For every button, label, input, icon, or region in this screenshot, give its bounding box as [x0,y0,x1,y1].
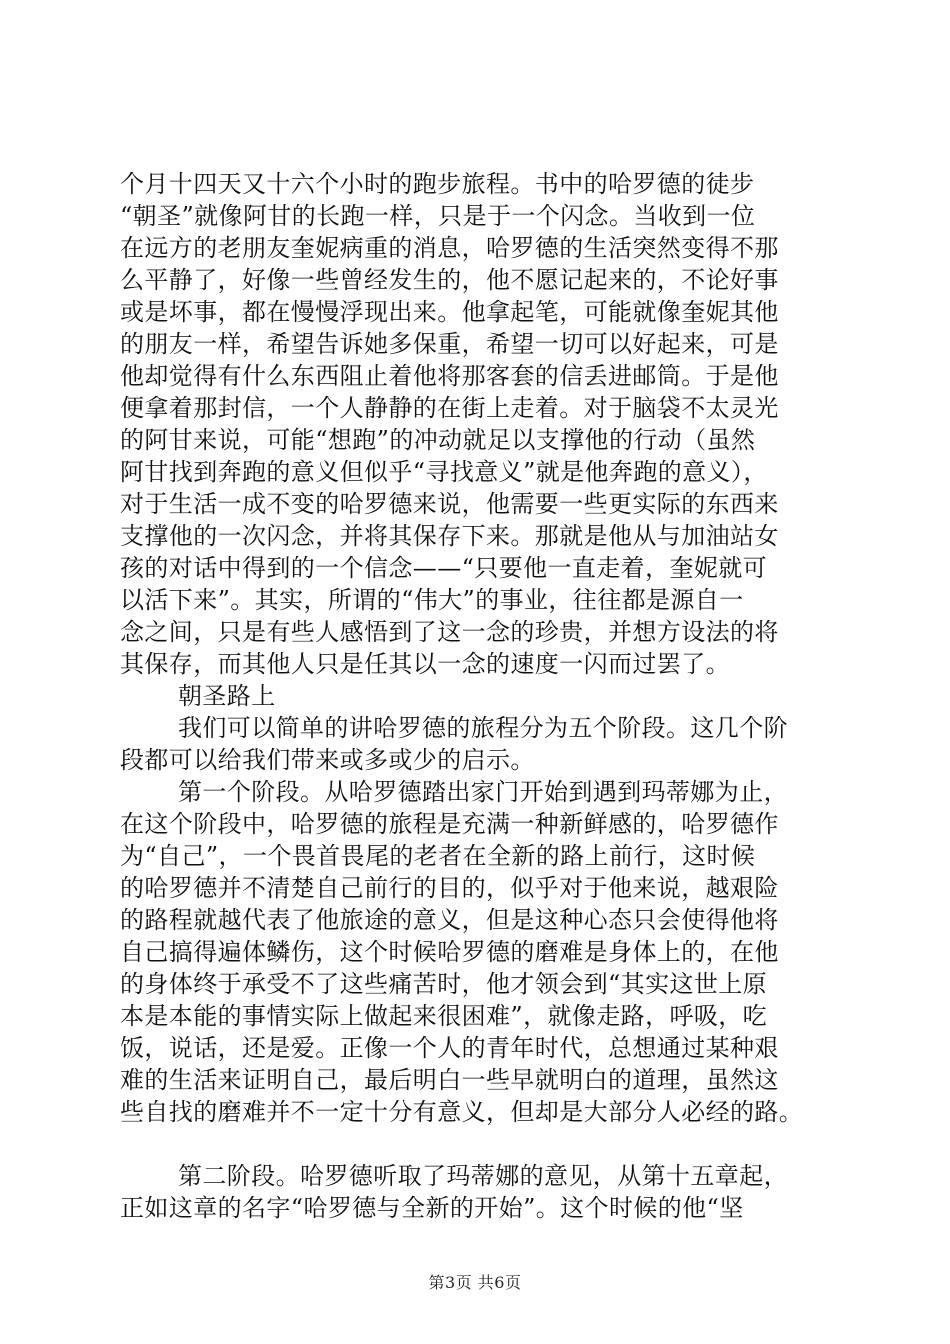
text-line: 他却觉得有什么东西阻止着他将那客套的信丢进邮筒。于是他 [120,362,779,390]
text-line: 的路程就越代表了他旅途的意义，但是这种心态只会使得他将 [120,906,779,934]
text-line: 为“自己”，一个畏首畏尾的老者在全新的路上前行，这时候 [120,842,756,870]
text-line: 饭，说话，还是爱。正像一个人的青年时代，总想通过某种艰 [120,1034,779,1062]
text-line: 自己搞得遍体鳞伤，这个时候哈罗德的磨难是身体上的，在他 [120,938,779,966]
paragraph-first-line: 第一个阶段。从哈罗德踏出家门开始到遇到玛蒂娜为止， [178,778,788,806]
text-line [120,1128,832,1160]
body-text [120,168,832,1224]
text-line: 正如这章的名字“哈罗德与全新的开始”。这个时候的他“坚 [120,1194,744,1222]
text-line: 段都可以给我们带来或多或少的启示。 [120,746,535,774]
text-line: 或是坏事，都在慢慢浮现出来。他拿起笔，可能就像奎妮其他 [120,298,779,326]
text-line: 在这个阶段中，哈罗德的旅程是充满一种新鲜感的，哈罗德作 [120,810,779,838]
text-line: 的阿甘来说，可能“想跑”的冲动就足以支撑他的行动（虽然 [120,426,756,454]
paragraph-first-line: 朝圣路上 [178,682,276,710]
text-line: 的朋友一样，希望告诉她多保重，希望一切可以好起来，可是 [120,330,779,358]
text-line: 些自找的磨难并不一定十分有意义，但却是大部分人必经的路。 [120,1098,804,1126]
page-footer: 第3页 共6页 [428,1273,522,1292]
paragraph-first-line: 第二阶段。哈罗德听取了玛蒂娜的意见，从第十五章起， [178,1162,788,1190]
text-line: 阿甘找到奔跑的意义但似乎“寻找意义”就是他奔跑的意义）， [120,458,768,486]
text-line: 难的生活来证明自己，最后明白一些早就明白的道理，虽然这 [120,1066,779,1094]
paragraph-first-line: 我们可以简单的讲哈罗德的旅程分为五个阶段。这几个阶 [178,714,788,742]
text-line: 本是本能的事情实际上做起来很困难”，就像走路，呼吸，吃 [120,1002,768,1030]
text-line: 孩的对话中得到的一个信念——“只要他一直走着，奎妮就可 [120,554,768,582]
text-line: 的身体终于承受不了这些痛苦时，他才领会到“其实这世上原 [120,970,768,998]
text-line: 便拿着那封信，一个人静静的在街上走着。对于脑袋不太灵光 [120,394,779,422]
text-line: 支撑他的一次闪念，并将其保存下来。那就是他从与加油站女 [120,522,779,550]
text-line: 对于生活一成不变的哈罗德来说，他需要一些更实际的东西来 [120,490,779,518]
text-line: 的哈罗德并不清楚自己前行的目的，似乎对于他来说，越艰险 [120,874,779,902]
text-line: 其保存，而其他人只是任其以一念的速度一闪而过罢了。 [120,650,730,678]
text-line: 在远方的老朋友奎妮病重的消息，哈罗德的生活突然变得不那 [120,234,779,262]
text-line: 以活下来”。其实，所谓的“伟大”的事业，往往都是源自一 [120,586,744,614]
text-line: 个月十四天又十六个小时的跑步旅程。书中的哈罗德的徒步 [120,170,755,198]
text-line: 么平静了，好像一些曾经发生的，他不愿记起来的，不论好事 [120,266,779,294]
text-line: 念之间，只是有些人感悟到了这一念的珍贵，并想方设法的将 [120,618,779,646]
text-line: “朝圣”就像阿甘的长跑一样，只是于一个闪念。当收到一位 [120,202,756,230]
